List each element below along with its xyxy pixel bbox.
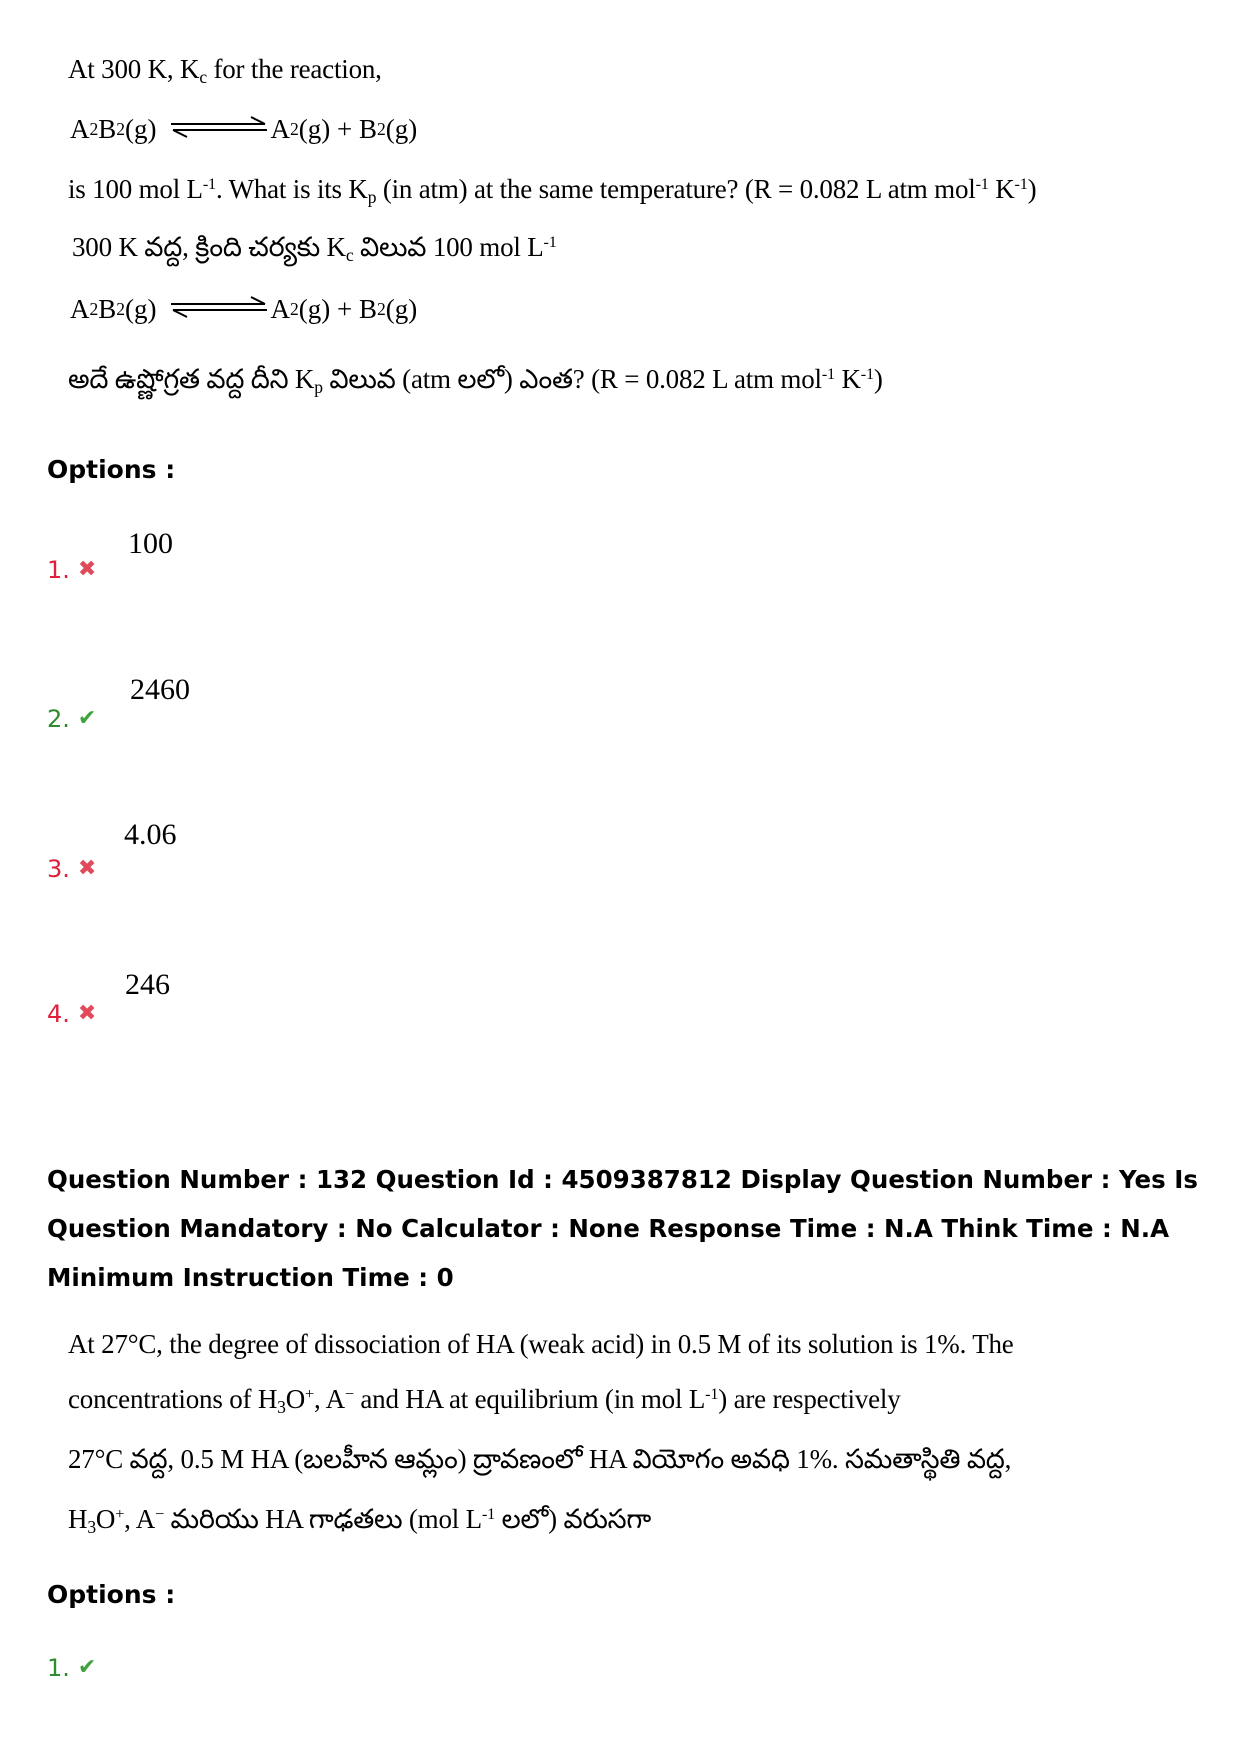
q131-telugu-line-1: 300 K వద్ద, క్రింది చర్యకు $K_c$ విలువ 100 mol $L^{-1}$ — [72, 232, 557, 265]
cross-icon: ✖ — [77, 856, 97, 881]
q131-telugu-equation: A 2 B 2 (g) A 2 (g) + B 2 (g) — [70, 294, 418, 324]
option-3-number: 3. ✖ — [47, 855, 97, 883]
q132-option-1-number: 1. ✔ — [47, 1654, 97, 1682]
question-132-metadata: Question Number : 132 Question Id : 4509387812 Display Question Number : Yes Is Question Mandatory : No Calculator : None Response Time : N.A Think Time : N.A Minimum Instruction Time : 0 — [47, 1165, 1198, 1292]
check-icon: ✔ — [77, 706, 97, 731]
option-4-value: 246 — [125, 968, 170, 1001]
q131-line-1: At 300 K, $K_c$ for the reaction, — [68, 54, 382, 87]
q131-line-3: is 100 mol $L^{-1}$. What is its $K_p$ (in atm) at the same temperature? (R = 0.082 L atm mol$^{-1}$ $K^{-1}$) — [68, 174, 1037, 207]
option-1-value: 100 — [128, 527, 173, 560]
equilibrium-arrow-icon — [169, 115, 269, 139]
option-4-number: 4. ✖ — [47, 1000, 97, 1028]
check-icon: ✔ — [77, 1655, 97, 1680]
options-heading: Options : — [47, 455, 176, 484]
q132-line-1: At 27°C, the degree of dissociation of HA (weak acid) in 0.5 M of its solution is 1%. The — [68, 1329, 1014, 1359]
option-2-value: 2460 — [130, 673, 190, 706]
cross-icon: ✖ — [77, 1001, 97, 1026]
cross-icon: ✖ — [77, 557, 97, 582]
q132-line-2: concentrations of $H_3O^+$, A− and HA at equilibrium (in mol $L^{-1}$) are respectively — [68, 1384, 901, 1417]
options-heading-132: Options : — [47, 1580, 176, 1609]
option-1-number: 1. ✖ — [47, 556, 97, 584]
q131-telugu-line-3: అదే ఉష్ణోగ్రత వద్ద దీని $K_p$ విలువ (atm లలో) ఎంత? (R = 0.082 L atm mol$^{-1}$ $K^{-1}$) — [68, 364, 883, 397]
option-3-value: 4.06 — [124, 818, 177, 851]
q131-equation: A 2 B 2 (g) A 2 (g) + B 2 (g) — [70, 114, 418, 144]
equilibrium-arrow-icon — [169, 295, 269, 319]
q132-telugu-line-1: 27°C వద్ద, 0.5 M HA (బలహీన ఆమ్లం) ద్రావణంలో HA వియోగం అవధి 1%. సమతాస్థితి వద్ద, — [68, 1444, 1012, 1474]
option-2-number: 2. ✔ — [47, 705, 97, 733]
q132-telugu-line-2: $H_3O^+$, A− మరియు HA గాఢతలు (mol $L^{-1}$ లలో) వరుసగా — [68, 1504, 652, 1537]
